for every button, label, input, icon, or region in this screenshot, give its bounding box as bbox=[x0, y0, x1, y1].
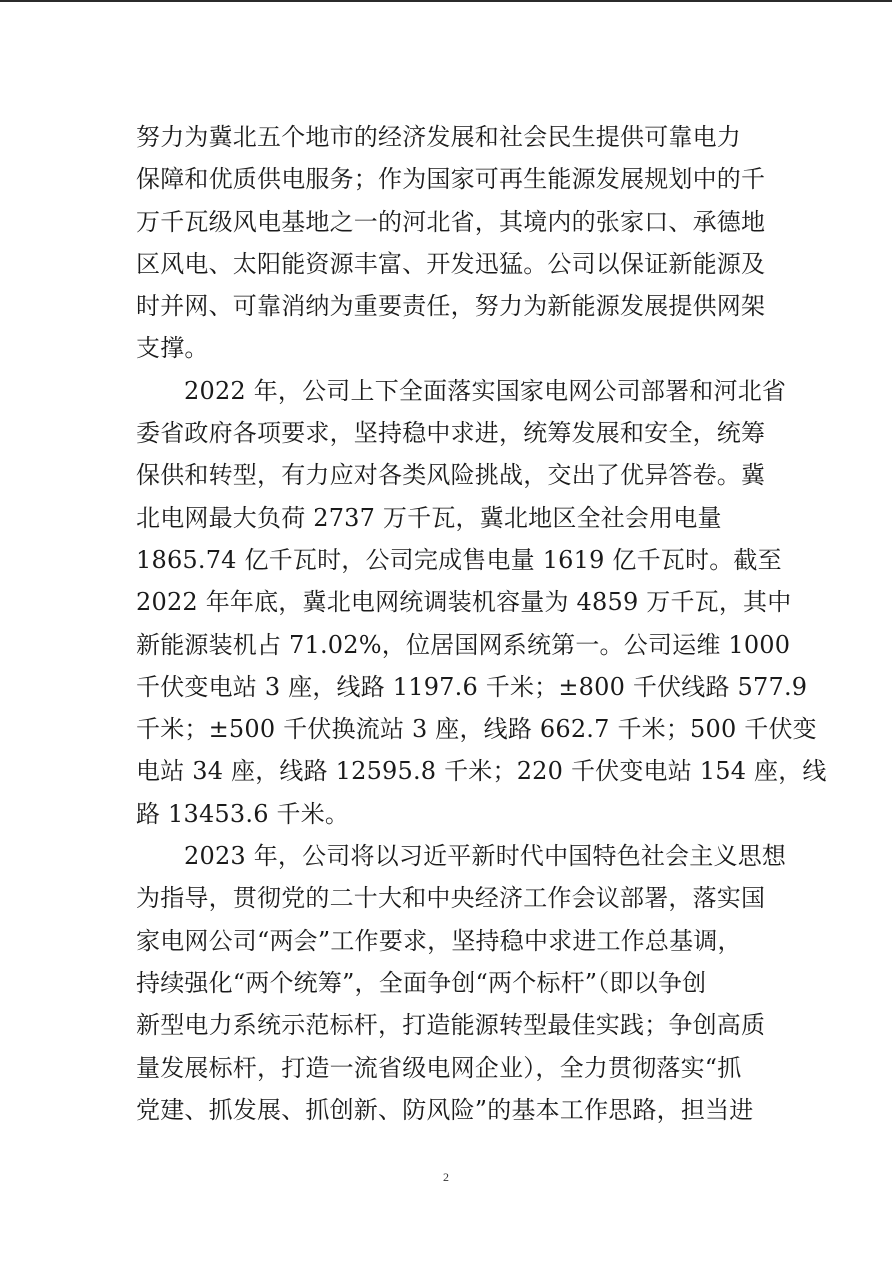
text-line: 万千瓦级风电基地之一的河北省，其境内的张家口、承德地 bbox=[136, 207, 766, 236]
text-line: 2022 年，公司上下全面落实国家电网公司部署和河北省 bbox=[184, 376, 787, 405]
page-number: 2 bbox=[443, 1170, 449, 1184]
text-line: 党建、抓发展、抓创新、防风险”的基本工作思路，担当进 bbox=[136, 1095, 754, 1124]
text-line: 千米；±500 千伏换流站 3 座，线路 662.7 千米；500 千伏变 bbox=[136, 715, 817, 744]
text-line: 区风电、太阳能资源丰富、开发迅猛。公司以保证新能源及 bbox=[136, 249, 766, 278]
text-line: 电站 34 座，线路 12595.8 千米；220 千伏变电站 154 座，线 bbox=[136, 757, 827, 786]
text-line: 为指导，贯彻党的二十大和中央经济工作会议部署，落实国 bbox=[136, 884, 766, 913]
text-line: 保障和优质供电服务；作为国家可再生能源发展规划中的千 bbox=[136, 165, 766, 194]
text-line: 路 13453.6 千米。 bbox=[136, 799, 350, 828]
text-line: 新型电力系统示范标杆，打造能源转型最佳实践；争创高质 bbox=[136, 1011, 766, 1040]
text-line: 2022 年年底，冀北电网统调装机容量为 4859 万千瓦，其中 bbox=[136, 588, 792, 617]
text-line: 委省政府各项要求，坚持稳中求进，统筹发展和安全，统筹 bbox=[136, 419, 766, 448]
text-line: 努力为冀北五个地市的经济发展和社会民生提供可靠电力 bbox=[136, 123, 741, 151]
document-body bbox=[136, 116, 827, 1131]
text-line: 千伏变电站 3 座，线路 1197.6 千米；±800 千伏线路 577.9 bbox=[136, 672, 808, 701]
text-line: 1865.74 亿千瓦时，公司完成售电量 1619 亿千瓦时。截至 bbox=[136, 545, 782, 574]
paragraph-1 bbox=[136, 116, 766, 370]
page-top-border bbox=[0, 0, 892, 2]
text-line: 北电网最大负荷 2737 万千瓦，冀北地区全社会用电量 bbox=[136, 503, 722, 532]
text-line: 2023 年，公司将以习近平新时代中国特色社会主义思想 bbox=[184, 842, 787, 871]
paragraph-3 bbox=[136, 835, 787, 1131]
text-line: 持续强化“两个统筹”，全面争创“两个标杆”（即以争创 bbox=[136, 968, 707, 997]
text-line: 量发展标杆，打造一流省级电网企业），全力贯彻落实“抓 bbox=[136, 1053, 742, 1082]
text-line: 支撑。 bbox=[136, 334, 209, 363]
text-line: 时并网、可靠消纳为重要责任，努力为新能源发展提供网架 bbox=[136, 292, 766, 321]
text-line: 家电网公司“两会”工作要求，坚持稳中求进工作总基调， bbox=[136, 926, 742, 955]
text-line: 新能源装机占 71.02%，位居国网系统第一。公司运维 1000 bbox=[136, 630, 791, 659]
text-line: 保供和转型，有力应对各类风险挑战，交出了优异答卷。冀 bbox=[136, 461, 766, 490]
paragraph-2 bbox=[136, 370, 827, 835]
